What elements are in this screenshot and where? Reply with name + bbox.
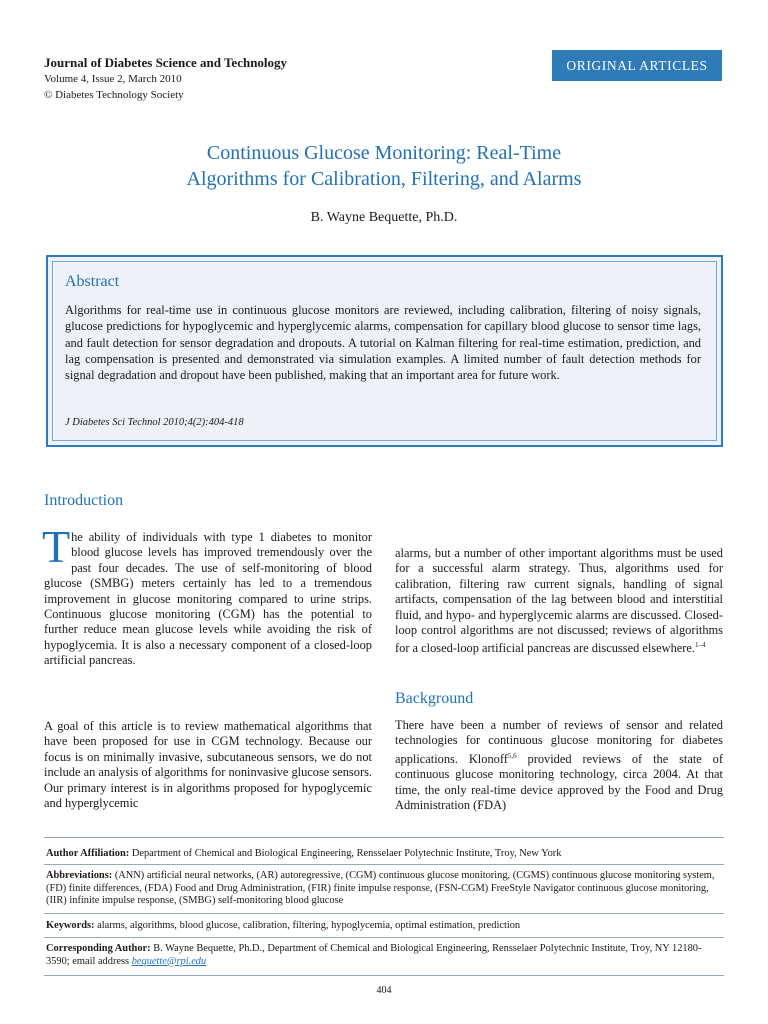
page-number: 404: [376, 985, 392, 996]
journal-volume: Volume 4, Issue 2, March 2010: [44, 73, 182, 85]
abstract-box: [46, 255, 723, 447]
journal-header: [44, 55, 287, 103]
divider: [44, 864, 724, 865]
background-heading: Background: [395, 690, 474, 707]
background-paragraph: There have been a number of reviews of sensor and related technologies for continuous glucose monitoring for diabetes applications. Klonoff$^{5,6}$ provided reviews of the state of continuous glucose monitoring technology, circa 2004. At that time, the only real-time device approved by the Food and Drug Administration (FDA): [395, 718, 724, 813]
abstract-heading: Abstract: [65, 273, 120, 290]
divider: [44, 837, 724, 838]
title-line-1: Continuous Glucose Monitoring: Real-Time: [206, 142, 562, 164]
citation: J Diabetes Sci Technol 2010;4(2):404-418: [65, 417, 244, 428]
article-type-badge: ORIGINAL ARTICLES: [552, 50, 722, 81]
intro-right-paragraph: alarms, but a number of other important algorithms must be used for a successful alarm strategy. Thus, algorithms used for calibration, filtering raw current signals, handling of signal artifacts, compensation of the lag between blood and interstitial fluid, and hypo- and hyperglycemic alarms are discussed. Closed-loop control algorithms are not discussed; reviews of algorithms for a closed-loop artificial pancreas are discussed elsewhere.$^{1-4}$: [395, 546, 723, 656]
corresponding-author: Corresponding Author: B. Wayne Bequette, Ph.D., Department of Chemical and Biological Engineering, Rensselaer Polytechnic Institute, Troy, NY 12180-3590; email address bequette@rpi.edu: [46, 943, 702, 967]
abbreviations: Abbreviations: (ANN) artificial neural networks, (AR) autoregressive, (CGM) continuous glucose monitoring, (CGMS) continuous glucose monitoring system, (FD) finite differences, (FDA) Food and Drug Administration, (FIR) finite impulse response, (FSN-CGM) FreeStyle Navigator continuous glucose monitoring, (IIR) infinite impulse response, (SMBG) self-monitoring blood glucose: [46, 870, 715, 907]
drop-cap: T: [42, 521, 71, 572]
intro-paragraph-1: [42, 521, 372, 669]
reference-superscript: 1–4: [695, 641, 706, 650]
journal-society: © Diabetes Technology Society: [44, 89, 184, 101]
journal-name: Journal of Diabetes Science and Technology: [44, 55, 288, 70]
author-name: B. Wayne Bequette, Ph.D.: [310, 210, 458, 225]
reference-superscript: 5,6: [507, 751, 517, 760]
article-title: [0, 140, 768, 192]
divider: [44, 975, 724, 976]
title-line-2: Algorithms for Calibration, Filtering, and Alarms: [186, 168, 582, 190]
intro-para1-text: he ability of individuals with type 1 diabetes to monitor blood glucose levels has improved tremendously over the past four decades. The use of self-monitoring of blood glucose (SMBG) meters certainly has led to a tremendous improvement in glucose monitoring compared to urine strips. Continuous glucose monitoring (CGM) has the potential to further reduce mean glucose levels while avoiding the risk of hypoglycemia. It is also a necessary component of a closed-loop artificial pancreas.: [44, 530, 372, 668]
intro-paragraph-2: A goal of this article is to review mathematical algorithms that have been proposed for use in CGM technology. Because our focus is on minimally invasive, subcutaneous sensors, we do not include an analysis of algorithms for noninvasive glucose sensors. Our primary interest is in algorithms proposed for hypoglycemic and hyperglycemic: [44, 719, 372, 811]
author-affiliation: Author Affiliation: Department of Chemical and Biological Engineering, Rensselaer Polytechnic Institute, Troy, New York: [46, 848, 562, 859]
email-link[interactable]: bequette@rpi.edu: [131, 955, 207, 967]
abstract-text: Algorithms for real-time use in continuous glucose monitors are reviewed, including calibration, filtering of noisy signals, glucose predictions for hypoglycemic and hyperglycemic alarms, compensation for capillary blood glucose to sensor time lags, and fault detection for sensor degradation and dropouts. A tutorial on Kalman filtering for real-time estimation, prediction, and lag compensation is presented and demonstrated via simulation examples. A limited number of fault detection methods for signal degradation and dropout have been published, making that an important area for future work.: [65, 303, 701, 383]
divider: [44, 913, 724, 914]
divider: [44, 937, 724, 938]
keywords: Keywords: alarms, algorithms, blood glucose, calibration, filtering, hypoglycemia, optimal estimation, prediction: [46, 920, 521, 931]
introduction-heading: Introduction: [44, 492, 124, 509]
